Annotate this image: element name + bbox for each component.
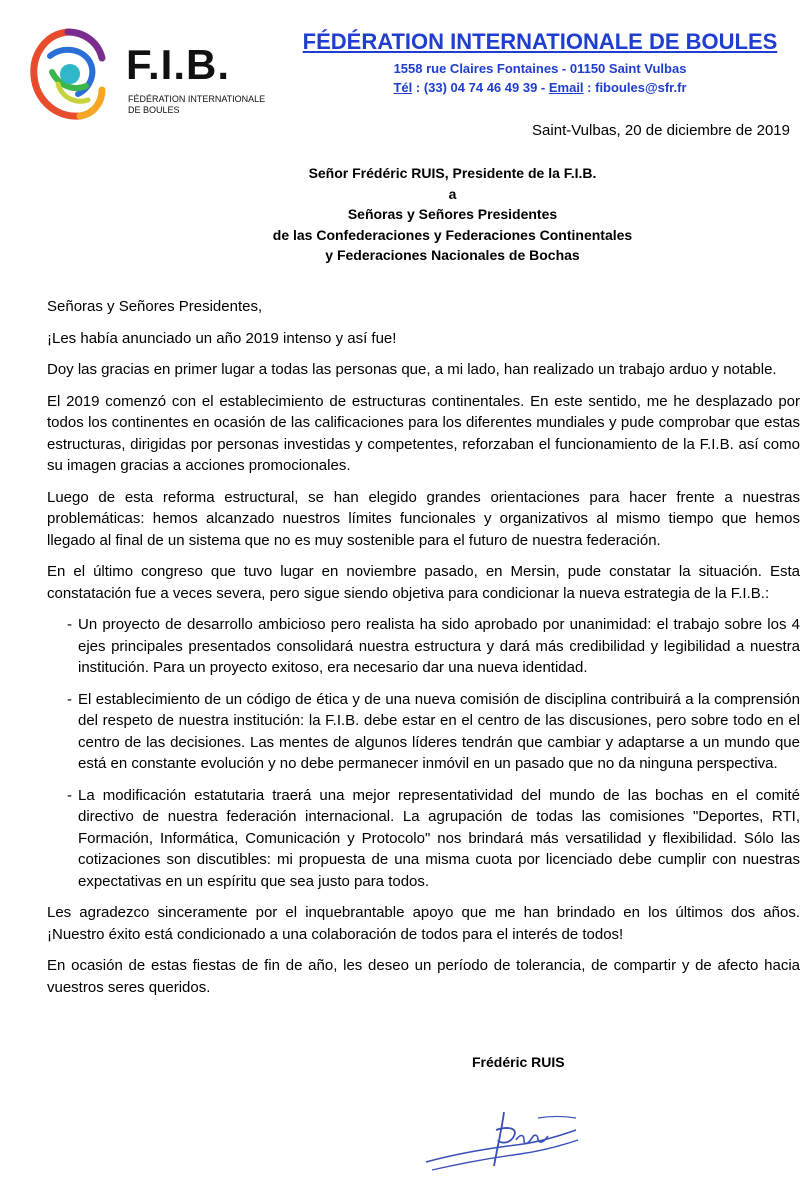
dash-icon: - <box>67 616 72 633</box>
recipient-line: de las Confederaciones y Federaciones Continentales <box>272 226 633 243</box>
recipient-line: y Federaciones Nacionales de Bochas <box>325 247 580 263</box>
fib-logo <box>28 24 268 124</box>
logo-subtitle <box>128 94 265 116</box>
organization-contact <box>290 79 790 97</box>
bullet-item <box>47 785 800 893</box>
email-label: Email <box>548 80 584 95</box>
paragraph: ¡Les había anunciado un año 2019 intenso y así fue! <box>47 329 397 347</box>
paragraph: El 2019 comenzó con el establecimiento de estructuras continentales. En este sentido, me he desplazado por todos los continentes en ocasión de las calificaciones para los diferentes mundiales y pude comprobar que estas estructuras, dirigidas por personas investidas y competentes, reforzaban el funcionamiento de la F.I.B. así como su imagen gracias a acciones promocionales. <box>47 392 800 474</box>
bullet-text: Un proyecto de desarrollo ambicioso pero realista ha sido aprobado por unanimidad: el trabajo sobre los 4 ejes principales presentados consolidará nuestra estructura y dará más credibilidad y legibilidad a nuestra institución. Para un proyecto exitoso, era necesario dar una nueva identidad. <box>78 616 800 676</box>
fib-emblem-icon <box>28 26 106 122</box>
recipient-line: Señor Frédéric RUIS, Presidente de la F.I.B. <box>308 165 597 181</box>
letter-date: Saint-Vulbas, 20 de diciembre de 2019 <box>532 122 790 139</box>
recipient-block <box>180 163 725 266</box>
tel-value: : (33) 04 74 46 49 39 - <box>415 80 549 95</box>
dash-icon: - <box>67 690 72 708</box>
bullet-list <box>47 614 800 892</box>
bullet-text: El establecimiento de un código de ética y de una nueva comisión de disciplina contribuirá a la comprensión del respeto de nuestra institución: la F.I.B. debe estar en el centro de las discusiones, pero sobre todo en el centro de las decisiones. Las mentes de algunos líderes tendrán que cambiar y adaptarse a un mundo que está en constante evolución y no debe permanecer inmóvil en un pasado que no da ninguna perspectiva. <box>78 690 800 772</box>
tel-label: Tél <box>393 80 413 95</box>
dash-icon: - <box>67 786 72 804</box>
paragraph: Les agradezco sinceramente por el inquebrantable apoyo que me han brindado en los últimos dos años. ¡Nuestro éxito está condicionado a una colaboración de todos para el interés de todos! <box>47 904 800 943</box>
bullet-item <box>47 689 800 775</box>
logo-subtitle-line: DE BOULES <box>128 105 180 115</box>
logo-subtitle-line: FÉDÉRATION INTERNATIONALE <box>128 94 266 104</box>
bullet-item <box>47 614 800 679</box>
signatory-name: Frédéric RUIS <box>472 1054 565 1070</box>
organization-title: FÉDÉRATION INTERNATIONALE DE BOULES <box>302 29 778 54</box>
paragraph: En el último congreso que tuvo lugar en noviembre pasado, en Mersin, pude constatar la situación. Esta constatación fue a veces severa, pero sigue siendo objetiva para condicionar la nueva estrategia de la F.I.B.: <box>47 563 800 602</box>
logo-abbreviation: F.I.B. <box>126 41 231 88</box>
salutation: Señoras y Señores Presidentes, <box>47 298 263 315</box>
paragraph: Doy las gracias en primer lugar a todas las personas que, a mi lado, han realizado un trabajo arduo y notable. <box>47 361 777 378</box>
paragraph: Luego de esta reforma estructural, se han elegido grandes orientaciones para hacer frente a nuestras problemáticas: hemos alcanzado nuestros límites funcionales y organizativos al mismo tiempo que hemos llegado al final de un sistema que no es muy sostenible para el futuro de nuestra federación. <box>47 488 800 549</box>
recipient-line: Señoras y Señores Presidentes <box>347 206 558 222</box>
handwritten-signature <box>418 1100 588 1180</box>
letter-body <box>47 296 800 1008</box>
organization-address: 1558 rue Claires Fontaines - 01150 Saint Vulbas <box>393 61 687 76</box>
bullet-text: La modificación estatutaria traerá una mejor representatividad del mundo de las bochas en el comité directivo de nuestra federación internacional. La agrupación de todas las comisiones "Deportes, RTI, Formación, Informática, Comunicación y Protocolo" nos brindará más versatilidad y flexibilidad. Sólo las cotizaciones son discutibles: mi propuesta de una misma cuota por licenciado debe cumplir con nuestras expectativas en un espíritu que sea justo para todos. <box>78 786 800 890</box>
email-value[interactable]: : fiboules@sfr.fr <box>587 80 687 95</box>
paragraph: En ocasión de estas fiestas de fin de año, les deseo un período de tolerancia, de compartir y de afecto hacia vuestros seres queridos. <box>47 957 800 996</box>
recipient-line: a <box>448 185 457 202</box>
